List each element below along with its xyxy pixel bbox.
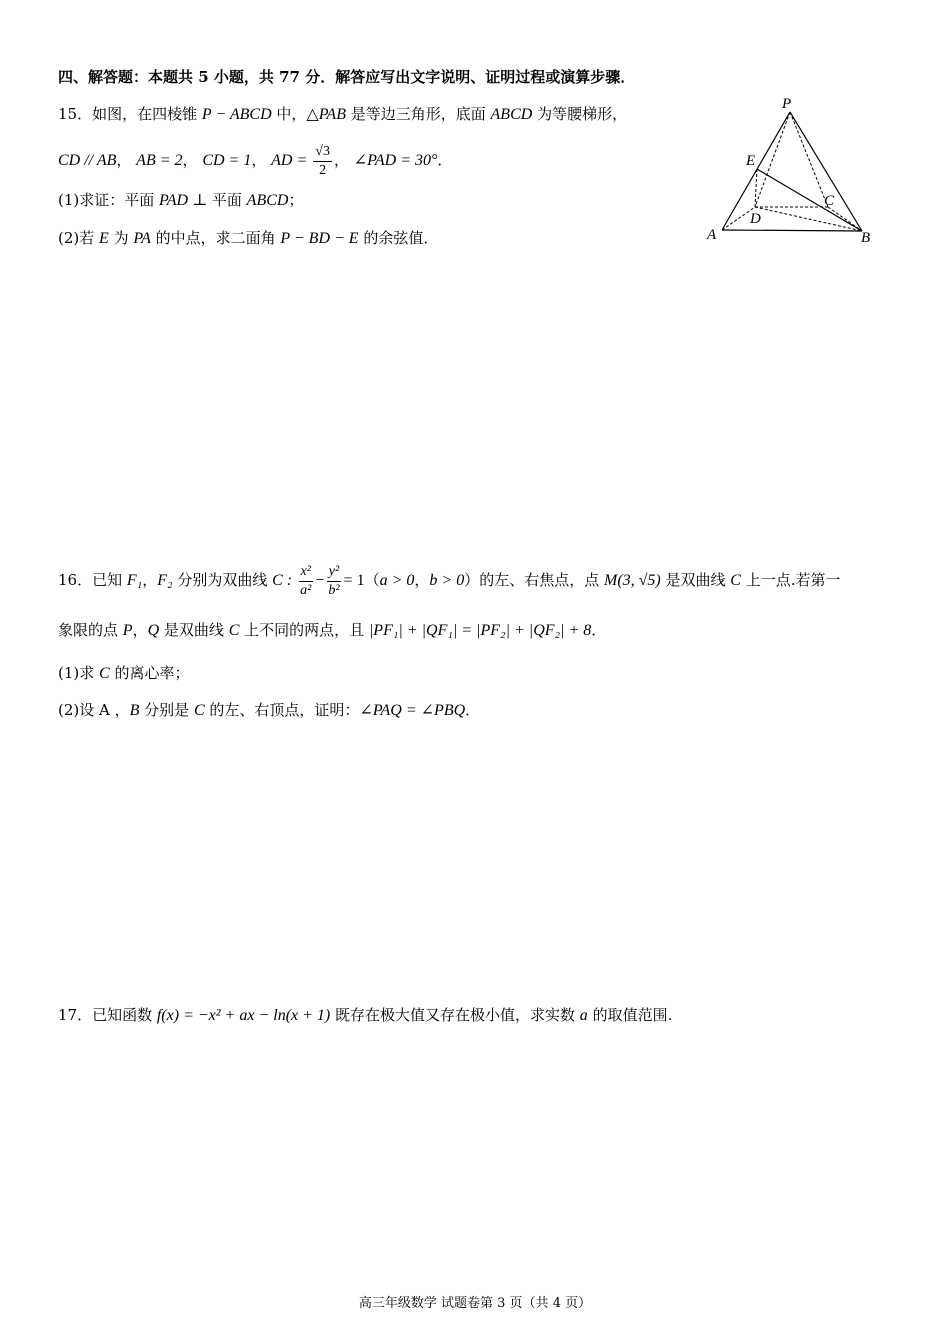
text: 的左、右顶点，证明：: [204, 701, 360, 719]
text: 是等边三角形，底面: [345, 105, 491, 123]
label-b: B: [861, 230, 871, 246]
math-dihedral: P − BD − E: [280, 230, 359, 247]
label-a: A: [707, 227, 717, 243]
text: ，: [142, 571, 158, 589]
segment-eb: [757, 169, 862, 231]
q15-line-2: [58, 142, 452, 180]
text: (2)若: [58, 229, 100, 247]
math-parallel: CD // AB: [58, 152, 117, 169]
math-pyramid: P − ABCD: [201, 106, 272, 123]
math-c: C: [99, 665, 110, 682]
math-ad: AD =: [271, 152, 312, 169]
text: 的离心率；: [109, 664, 190, 682]
math-point-m: M(3, √5): [603, 572, 661, 589]
section-heading: 四、解答题：本题共 5 小题，共 77 分．解答应写出文字说明、证明过程或演算步骤．: [58, 68, 636, 86]
fraction-numerator: y²: [327, 563, 341, 582]
text: 是双曲线: [660, 571, 731, 589]
text: 上一点.若第一: [740, 571, 841, 589]
text: 的余弦值．: [358, 229, 439, 247]
label-p: P: [782, 96, 792, 112]
text: 是双曲线: [159, 621, 229, 639]
text: 的中点，求二面角: [150, 229, 281, 247]
math-pa: PA: [133, 230, 151, 247]
minus-sign: −: [315, 572, 325, 589]
fraction-y: [326, 563, 341, 600]
text: (2)设 A ，: [58, 701, 130, 719]
q15-number-text: 15．如图，在四棱锥: [58, 105, 202, 123]
q16-line-2: [58, 620, 606, 641]
segment-db: [755, 207, 862, 231]
math-curve-name: C :: [272, 572, 297, 589]
q15-part-1: [58, 190, 303, 211]
text: 的取值范围.: [587, 1006, 673, 1024]
text: 既存在极大值又存在极小值，求实数: [330, 1006, 580, 1024]
q16-part-2: [58, 700, 480, 721]
text: 分别为双曲线: [172, 571, 273, 589]
math-triangle: △PAB: [306, 106, 346, 123]
text: 上不同的两点，且: [239, 621, 369, 639]
q17-line-1: [58, 1005, 672, 1026]
text: ，: [182, 151, 198, 169]
math-function: f(x) = −x² + ax − ln(x + 1): [156, 1007, 331, 1024]
text: (1)求: [58, 664, 100, 682]
fraction: [313, 143, 332, 180]
math-cd: CD = 1: [202, 152, 252, 169]
math-angle-eq: ∠PAQ = ∠PBQ: [359, 702, 466, 719]
q16-line-1: [58, 560, 841, 601]
q16-part-1: [58, 663, 189, 684]
text: ，: [414, 571, 430, 589]
q15-part-2: [58, 228, 438, 249]
math-c: C: [228, 622, 240, 639]
math-equals: = 1: [343, 572, 365, 589]
edge-ab: [722, 230, 862, 231]
text: ）的左、右焦点，点: [464, 571, 604, 589]
fraction-denominator: b²: [328, 582, 340, 598]
text: 分别是: [139, 701, 194, 719]
math-a: a: [579, 1007, 588, 1024]
edge-pc: [790, 112, 828, 207]
text: ，: [251, 151, 267, 169]
text: 中，: [271, 105, 307, 123]
fraction-numerator: √3: [313, 143, 332, 162]
q16-number-text: 16．已知: [58, 571, 127, 589]
math-b: B: [129, 702, 140, 719]
fraction-denominator: 2: [319, 162, 327, 178]
label-e: E: [746, 153, 756, 169]
math-f1: F₁: [126, 572, 143, 589]
text: ；: [288, 191, 304, 209]
edge-pd: [755, 112, 790, 207]
text: （: [364, 571, 380, 589]
math-base: ABCD: [490, 106, 533, 123]
label-d: D: [750, 211, 761, 227]
text: 平面: [207, 191, 247, 209]
fraction-denominator: a²: [300, 582, 312, 598]
text: 为等腰梯形，: [532, 105, 628, 123]
edge-pb: [790, 112, 862, 231]
text: 为: [108, 229, 134, 247]
label-c: C: [824, 193, 835, 209]
q17-number-text: 17．已知函数: [58, 1006, 157, 1024]
text: ．: [591, 621, 607, 639]
page-footer: 高三年级数学 试题卷第 3 页（共 4 页）: [358, 1296, 592, 1311]
pyramid-figure: [700, 90, 890, 250]
q15-line-1: [58, 104, 627, 125]
text: 象限的点: [58, 621, 123, 639]
math-b-cond: b > 0: [429, 572, 465, 589]
text: ，: [116, 151, 132, 169]
text: ，: [132, 621, 148, 639]
math-plane-abcd: ABCD: [246, 192, 289, 209]
math-c: C: [730, 572, 741, 589]
math-ab: AB = 2: [136, 152, 183, 169]
fraction-x: [298, 563, 313, 600]
math-c: C: [193, 702, 205, 719]
math-p: P: [122, 622, 133, 639]
text: ．: [465, 701, 481, 719]
text: ，: [333, 151, 349, 169]
math-a-cond: a > 0: [379, 572, 415, 589]
math-distance-eq: |PF₁| + |QF₁| = |PF₂| + |QF₂| + 8: [368, 622, 592, 639]
text: ．: [437, 151, 453, 169]
math-plane: PAD ⊥: [159, 192, 208, 209]
math-q: Q: [147, 622, 160, 639]
math-angle: ∠PAD = 30°: [353, 152, 438, 169]
text: (1)求证：平面: [58, 191, 160, 209]
fraction-numerator: x²: [299, 563, 313, 582]
math-e: E: [99, 230, 109, 247]
math-f2: F₂: [157, 572, 173, 589]
